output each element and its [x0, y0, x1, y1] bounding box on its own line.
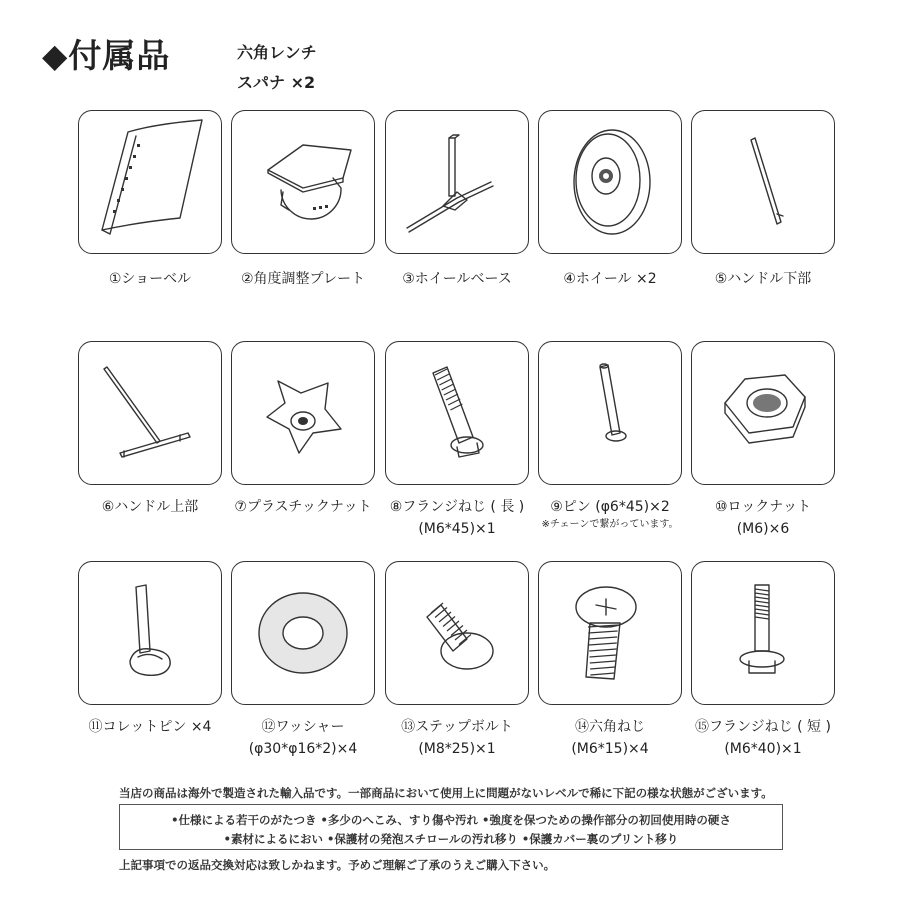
part-caption — [678, 716, 848, 760]
part-card — [78, 110, 222, 254]
part-label: ⑦プラスチックナット — [234, 499, 372, 515]
part-caption — [372, 496, 542, 540]
pin-icon — [540, 341, 680, 485]
rod-icon — [693, 110, 833, 254]
part-label: ②角度調整プレート — [241, 271, 365, 287]
part-card — [691, 341, 835, 485]
hex-nut-icon — [693, 341, 833, 485]
part-label-secondary: (M6*15)×4 — [571, 741, 649, 757]
part-caption — [65, 716, 235, 738]
part-label: ⑬ステップボルト — [401, 719, 513, 735]
part-caption — [525, 716, 695, 760]
part-card — [231, 110, 375, 254]
part-label: ⑥ハンドル上部 — [101, 499, 199, 515]
flange-bolt-long-icon — [387, 341, 527, 485]
footer-outro: 上記事項での返品交換対応は致しかねます。予めご理解ご了承のうえご購入下さい。 — [119, 858, 556, 872]
part-card — [231, 341, 375, 485]
washer-icon — [233, 561, 373, 705]
screw-icon — [540, 561, 680, 705]
t-handle-icon — [80, 341, 220, 485]
wheel-icon — [540, 110, 680, 254]
wheel-base-icon — [387, 110, 527, 254]
part-label-secondary: ※チェーンで繋がっています。 — [541, 519, 679, 530]
part-caption — [218, 496, 388, 518]
part-label: ④ホイール ×2 — [563, 271, 657, 287]
angle-plate-icon — [233, 110, 373, 254]
part-card — [691, 110, 835, 254]
part-card — [538, 110, 682, 254]
part-card — [538, 561, 682, 705]
part-caption — [218, 268, 388, 290]
star-knob-icon — [233, 341, 373, 485]
part-label: ⑧フランジねじ ( 長 ) — [389, 499, 525, 515]
shovel-plate-icon — [80, 110, 220, 254]
part-label: ③ホイールベース — [402, 271, 512, 287]
part-label: ①ショーベル — [108, 271, 192, 287]
part-label-secondary: (M6)×6 — [736, 521, 790, 537]
footer-intro: 当店の商品は海外で製造された輸入品です。一部商品において使用上に問題がないレベルで稀に下記の様な状態がございます。 — [119, 786, 773, 800]
collet-pin-icon — [80, 561, 220, 705]
part-caption — [372, 716, 542, 760]
part-caption — [678, 268, 848, 290]
part-caption — [372, 268, 542, 290]
part-card — [385, 561, 529, 705]
part-label: ⑫ワッシャー — [261, 719, 345, 735]
part-label: ⑭六角ねじ — [575, 719, 645, 735]
step-bolt-icon — [387, 561, 527, 705]
notice-box — [119, 804, 783, 850]
part-card — [231, 561, 375, 705]
extra-accessory-line2: スパナ ×2 — [237, 73, 316, 92]
notice-line1: •仕様による若干のがたつき •多少のへこみ、すり傷や汚れ •強度を保つための操作部分の初回使用時の硬さ — [171, 813, 731, 827]
notice-line2: •素材によるにおい •保護材の発泡スチロールの汚れ移り •保護カバー裏のプリント移り — [223, 832, 679, 846]
part-label-secondary: (M8*25)×1 — [418, 741, 496, 757]
part-caption — [525, 268, 695, 290]
part-caption — [65, 496, 235, 518]
part-caption — [678, 496, 848, 540]
part-card — [78, 341, 222, 485]
page-title: ◆付属品 — [42, 36, 171, 75]
part-card — [385, 110, 529, 254]
part-label-secondary: (φ30*φ16*2)×4 — [248, 741, 358, 757]
part-label-secondary: (M6*45)×1 — [418, 521, 496, 537]
part-card — [385, 341, 529, 485]
part-card — [538, 341, 682, 485]
part-caption — [525, 496, 695, 532]
part-label: ⑩ロックナット — [715, 499, 811, 515]
part-caption — [218, 716, 388, 760]
part-caption — [65, 268, 235, 290]
part-card — [691, 561, 835, 705]
part-card — [78, 561, 222, 705]
flange-bolt-short-icon — [693, 561, 833, 705]
extra-accessory-line1: 六角レンチ — [237, 43, 317, 62]
part-label: ⑪コレットピン ×4 — [88, 719, 212, 735]
part-label: ⑨ピン (φ6*45)×2 — [550, 499, 670, 515]
part-label-secondary: (M6*40)×1 — [724, 741, 802, 757]
part-label: ⑤ハンドル下部 — [714, 271, 812, 287]
part-label: ⑮フランジねじ ( 短 ) — [695, 719, 831, 735]
